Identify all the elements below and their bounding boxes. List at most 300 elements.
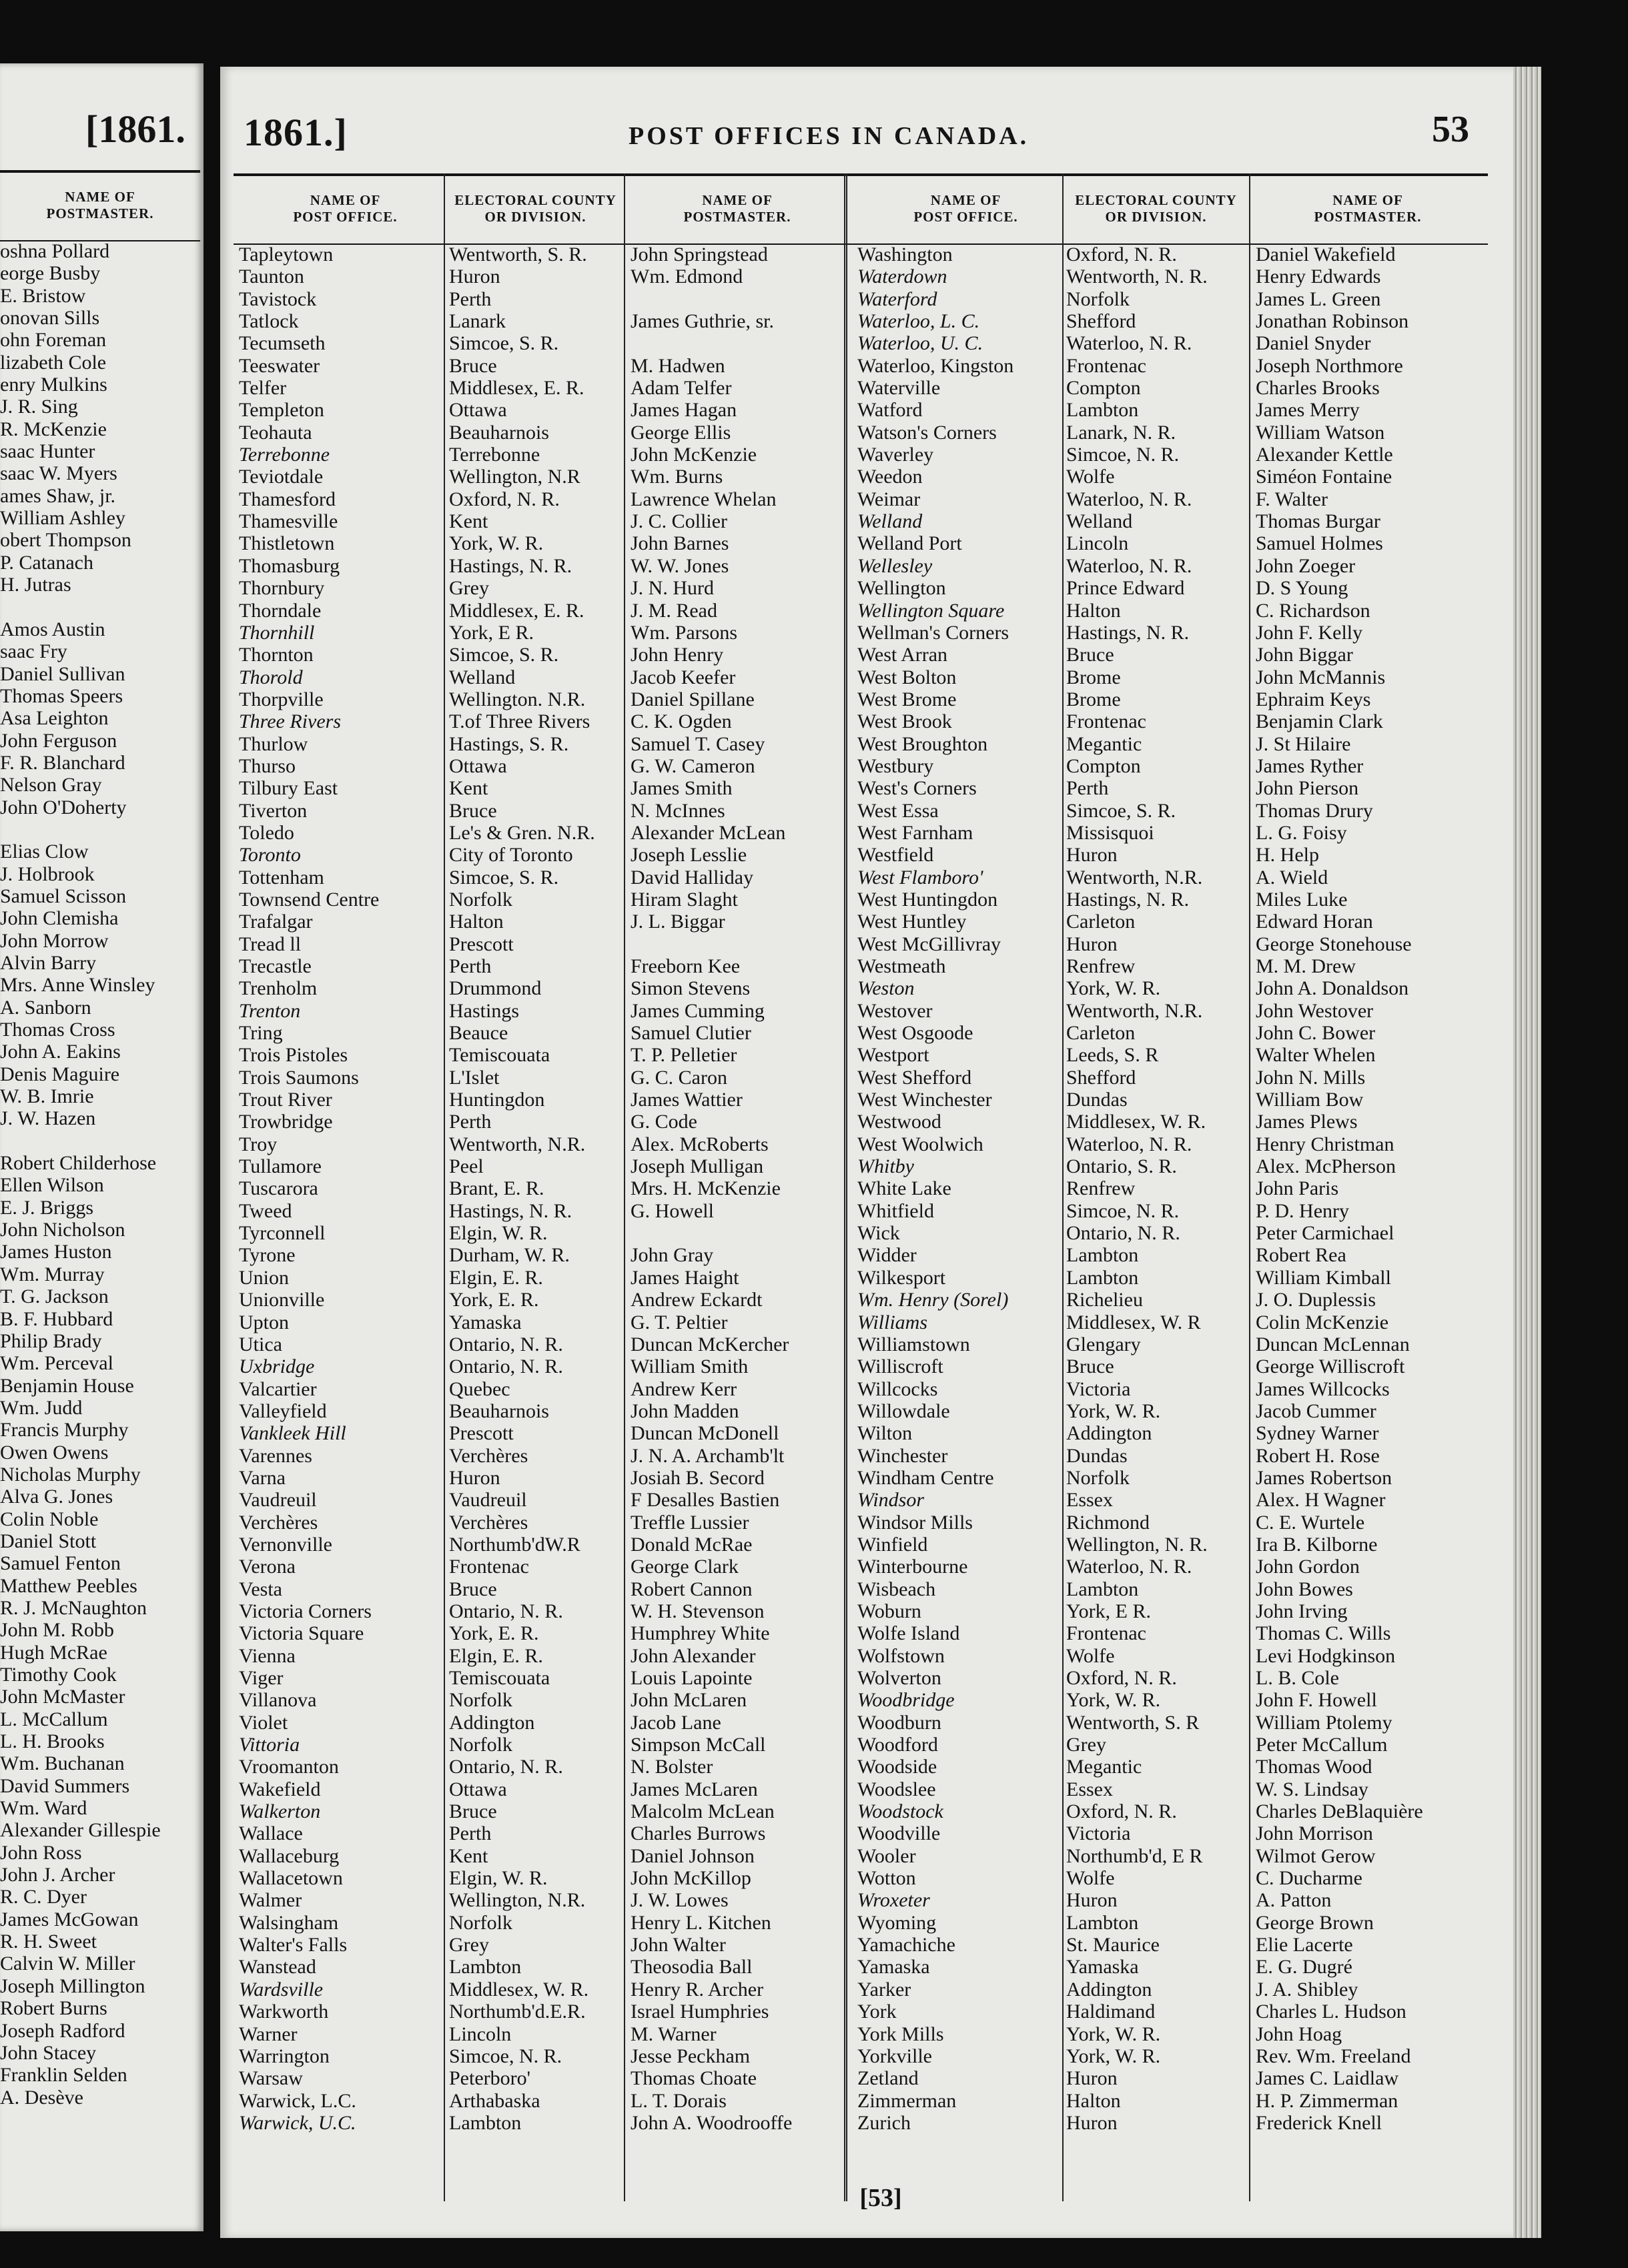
postmaster-name: James L. Green bbox=[1256, 288, 1381, 310]
postmaster-name: James Ryther bbox=[1256, 754, 1364, 777]
post-office-name: Wellington bbox=[857, 577, 946, 600]
post-office-name: Waterloo, L. C. bbox=[857, 310, 980, 333]
postmaster-name: W. S. Lindsay bbox=[1256, 1778, 1368, 1800]
electoral-county: Waterloo, N. R. bbox=[1066, 332, 1192, 355]
postmaster-name: James Guthrie, sr. bbox=[631, 310, 774, 333]
postmaster-name: obert Thompson bbox=[0, 529, 131, 552]
post-office-name: Trois Saumons bbox=[239, 1066, 359, 1089]
postmaster-name: L. H. Brooks bbox=[0, 1730, 105, 1753]
electoral-county: Verchères bbox=[449, 1444, 528, 1467]
post-office-name: West Shefford bbox=[857, 1066, 972, 1089]
post-office-name: Tread ll bbox=[239, 933, 302, 955]
electoral-county: Wentworth, N.R. bbox=[1066, 999, 1203, 1022]
electoral-county: Huron bbox=[1066, 1889, 1118, 1912]
electoral-county: Oxford, N. R. bbox=[1066, 243, 1177, 265]
electoral-county: York, E R. bbox=[449, 621, 534, 644]
post-office-name: Westfield bbox=[857, 844, 934, 867]
main-page bbox=[220, 67, 1541, 2238]
post-office-name: Thorold bbox=[239, 666, 303, 688]
postmaster-name: John C. Bower bbox=[1256, 1022, 1376, 1045]
post-office-name: Wardsville bbox=[239, 1978, 324, 2001]
post-office-name: Winterbourne bbox=[857, 1556, 968, 1578]
post-office-name: Uxbridge bbox=[239, 1355, 315, 1378]
electoral-county: Arthabaska bbox=[449, 2089, 540, 2112]
post-office-name: West Bolton bbox=[857, 666, 957, 688]
electoral-county: Beauce bbox=[449, 1022, 508, 1045]
electoral-county: Kent bbox=[449, 510, 488, 533]
electoral-county: Wellington, N.R bbox=[449, 466, 580, 488]
post-office-name: Tapleytown bbox=[239, 243, 334, 265]
electoral-county: Waterloo, N. R. bbox=[1066, 554, 1192, 577]
electoral-county: Yamaska bbox=[1066, 1956, 1139, 1978]
electoral-county: Compton bbox=[1066, 754, 1141, 777]
electoral-county: Lambton bbox=[449, 2111, 522, 2134]
electoral-county: Huron bbox=[1066, 2111, 1118, 2134]
electoral-county: Lambton bbox=[1066, 1244, 1139, 1267]
postmaster-name: John Pierson bbox=[1256, 777, 1359, 800]
postmaster-name: Joseph Lesslie bbox=[631, 844, 747, 867]
postmaster-name: Thomas Drury bbox=[1256, 799, 1373, 822]
post-office-name: Trenholm bbox=[239, 977, 318, 1000]
postmaster-name: J. L. Biggar bbox=[631, 911, 725, 933]
post-office-name: Vittoria bbox=[239, 1734, 300, 1756]
post-office-name: Windsor bbox=[857, 1489, 925, 1512]
post-office-name: Teviotdale bbox=[239, 466, 324, 488]
postmaster-name: Nelson Gray bbox=[0, 774, 102, 796]
column-rule bbox=[1249, 173, 1250, 2201]
post-office-name: Walmer bbox=[239, 1889, 302, 1912]
electoral-county: Prescott bbox=[449, 933, 514, 955]
electoral-county: Frontenac bbox=[1066, 1622, 1146, 1645]
postmaster-name: John M. Robb bbox=[0, 1619, 114, 1642]
post-office-name: Weston bbox=[857, 977, 915, 1000]
post-office-name: Waterloo, Kingston bbox=[857, 354, 1014, 377]
electoral-county: Ottawa bbox=[449, 1778, 507, 1800]
electoral-county: York, W. R. bbox=[1066, 977, 1161, 1000]
postmaster-name: C. Ducharme bbox=[1256, 1867, 1362, 1890]
electoral-county: Wentworth, N.R. bbox=[449, 1133, 586, 1155]
electoral-county: Norfolk bbox=[1066, 288, 1130, 310]
postmaster-name: oshna Pollard bbox=[0, 240, 110, 262]
post-office-name: Winchester bbox=[857, 1444, 948, 1467]
electoral-county: Elgin, W. R. bbox=[449, 1867, 548, 1890]
postmaster-name: James C. Laidlaw bbox=[1256, 2067, 1399, 2090]
electoral-county: Simcoe, S. R. bbox=[449, 866, 559, 889]
post-office-name: Wanstead bbox=[239, 1956, 316, 1978]
postmaster-name: N. McInnes bbox=[631, 799, 725, 822]
postmaster-name: N. Bolster bbox=[631, 1756, 713, 1778]
postmaster-name: L. G. Foisy bbox=[1256, 821, 1347, 844]
postmaster-name: Adam Telfer bbox=[631, 377, 732, 400]
post-office-name: Varna bbox=[239, 1466, 286, 1489]
post-office-name: West Essa bbox=[857, 799, 939, 822]
postmaster-name: Alex. H Wagner bbox=[1256, 1489, 1386, 1512]
electoral-county: Lambton bbox=[1066, 1911, 1139, 1934]
post-office-name: Wooler bbox=[857, 1844, 916, 1867]
electoral-county: Halton bbox=[449, 911, 504, 933]
postmaster-name: Levi Hodgkinson bbox=[1256, 1644, 1396, 1667]
electoral-county: Glengary bbox=[1066, 1333, 1141, 1355]
electoral-county: Huron bbox=[1066, 933, 1118, 955]
postmaster-name: Joseph Millington bbox=[0, 1974, 145, 1997]
postmaster-name: Jacob Keefer bbox=[631, 666, 736, 688]
electoral-county: Lambton bbox=[1066, 1266, 1139, 1289]
electoral-county: Northumb'd.E.R. bbox=[449, 2001, 586, 2023]
post-office-name: Westport bbox=[857, 1044, 929, 1067]
postmaster-name: John Henry bbox=[631, 644, 724, 666]
postmaster-name: William Kimball bbox=[1256, 1266, 1391, 1289]
post-office-name: Woodford bbox=[857, 1734, 938, 1756]
left-page-year: [1861. bbox=[85, 107, 185, 151]
electoral-county: Bruce bbox=[449, 1578, 497, 1600]
postmaster-name: Philip Brady bbox=[0, 1329, 102, 1352]
electoral-county: Addington bbox=[449, 1711, 535, 1734]
post-office-name: Waterville bbox=[857, 377, 941, 400]
post-office-name: West Huntley bbox=[857, 911, 967, 933]
electoral-county: Grey bbox=[449, 577, 489, 600]
post-office-name: Tatlock bbox=[239, 310, 299, 333]
post-office-name: Windham Centre bbox=[857, 1466, 994, 1489]
postmaster-name: Alex. McRoberts bbox=[631, 1133, 769, 1155]
postmaster-name: Alvin Barry bbox=[0, 952, 97, 974]
electoral-county: Bruce bbox=[1066, 1355, 1114, 1378]
post-office-name: Woodburn bbox=[857, 1711, 941, 1734]
postmaster-name: Walter Whelen bbox=[1256, 1044, 1376, 1067]
postmaster-name: John McKillop bbox=[631, 1867, 751, 1890]
electoral-county: Kent bbox=[449, 1844, 488, 1867]
post-office-name: Three Rivers bbox=[239, 710, 342, 733]
postmaster-name: Jonathan Robinson bbox=[1256, 310, 1409, 333]
postmaster-name: Samuel Fenton bbox=[0, 1552, 121, 1575]
electoral-county: York, W. R. bbox=[1066, 2045, 1161, 2067]
electoral-county: Dundas bbox=[1066, 1089, 1128, 1111]
postmaster-name: Daniel Stott bbox=[0, 1530, 97, 1552]
postmaster-name: Daniel Wakefield bbox=[1256, 243, 1396, 265]
postmaster-name: saac Fry bbox=[0, 640, 67, 663]
postmaster-name: Edward Horan bbox=[1256, 911, 1373, 933]
postmaster-name: L. McCallum bbox=[0, 1708, 108, 1730]
postmaster-name: James Merry bbox=[1256, 399, 1360, 422]
post-office-name: Welland bbox=[857, 510, 923, 533]
post-office-name: Teohauta bbox=[239, 421, 312, 444]
electoral-county: L'Islet bbox=[449, 1066, 500, 1089]
postmaster-name: M. Hadwen bbox=[631, 354, 725, 377]
electoral-county: Simcoe, S. R. bbox=[449, 644, 559, 666]
post-office-name: Vroomanton bbox=[239, 1756, 339, 1778]
post-office-name: Weimar bbox=[857, 488, 921, 510]
postmaster-name: Sydney Warner bbox=[1256, 1422, 1379, 1445]
postmaster-name: Joseph Northmore bbox=[1256, 354, 1403, 377]
post-office-name: Tyrone bbox=[239, 1244, 296, 1267]
postmaster-name: Robert Rea bbox=[1256, 1244, 1346, 1267]
electoral-county: Addington bbox=[1066, 1422, 1152, 1445]
post-office-name: Willcocks bbox=[857, 1377, 938, 1400]
electoral-county: York, W. R. bbox=[1066, 1399, 1161, 1422]
postmaster-name: John Bowes bbox=[1256, 1578, 1353, 1600]
post-office-name: West Flamboro' bbox=[857, 866, 983, 889]
post-office-name: Thamesford bbox=[239, 488, 336, 510]
postmaster-name: Wm. Parsons bbox=[631, 621, 737, 644]
postmaster-name: John Zoeger bbox=[1256, 554, 1356, 577]
post-office-name: West's Corners bbox=[857, 777, 977, 800]
electoral-county: Ontario, N. R. bbox=[449, 1333, 563, 1355]
postmaster-name bbox=[0, 1130, 193, 1152]
post-office-name: Woodside bbox=[857, 1756, 937, 1778]
post-office-name: Tweed bbox=[239, 1199, 292, 1222]
postmaster-name: A. Desève bbox=[0, 2086, 83, 2109]
postmaster-name: David Summers bbox=[0, 1774, 130, 1797]
electoral-county: Addington bbox=[1066, 1978, 1152, 2001]
post-office-name: Westover bbox=[857, 999, 933, 1022]
electoral-county: Vaudreuil bbox=[449, 1489, 527, 1512]
electoral-county: Wellington, N.R. bbox=[449, 1889, 586, 1912]
electoral-county: York, W. R. bbox=[449, 532, 544, 555]
post-office-name: Townsend Centre bbox=[239, 888, 380, 911]
post-office-name: Terrebonne bbox=[239, 444, 330, 466]
postmaster-name: J. St Hilaire bbox=[1256, 732, 1351, 755]
postmaster-name: James Haight bbox=[631, 1266, 739, 1289]
electoral-county: Brant, E. R. bbox=[449, 1177, 544, 1200]
electoral-county: Perth bbox=[449, 955, 492, 977]
post-office-name: Williams bbox=[857, 1311, 928, 1333]
postmaster-name: C. E. Wurtele bbox=[1256, 1511, 1365, 1534]
post-office-name: Victoria Corners bbox=[239, 1600, 372, 1622]
post-office-name: Thurso bbox=[239, 754, 296, 777]
post-office-name: Wallacetown bbox=[239, 1867, 343, 1890]
electoral-county: Drummond bbox=[449, 977, 542, 1000]
post-office-name: Valleyfield bbox=[239, 1399, 327, 1422]
postmaster-name: Duncan McLennan bbox=[1256, 1333, 1410, 1355]
postmaster-name: W. H. Stevenson bbox=[631, 1600, 765, 1622]
postmaster-name: John Clemisha bbox=[0, 907, 119, 930]
electoral-county: York, W. R. bbox=[1066, 1689, 1161, 1712]
electoral-county: York, E. R. bbox=[449, 1289, 539, 1311]
post-office-name: West Broughton bbox=[857, 732, 988, 755]
postmaster-name: L. B. Cole bbox=[1256, 1667, 1339, 1689]
postmaster-name: James Hagan bbox=[631, 399, 737, 422]
postmaster-name: C. K. Ogden bbox=[631, 710, 732, 733]
postmaster-name: Thomas Cross bbox=[0, 1019, 115, 1041]
electoral-county: Ontario, N. R. bbox=[449, 1756, 563, 1778]
electoral-county: Wentworth, S. R bbox=[1066, 1711, 1200, 1734]
electoral-county: Waterloo, N. R. bbox=[1066, 1133, 1192, 1155]
electoral-county: Terrebonne bbox=[449, 444, 540, 466]
electoral-county: Bruce bbox=[449, 1800, 497, 1823]
electoral-county: Oxford, N. R. bbox=[1066, 1667, 1177, 1689]
postmaster-name: J. A. Shibley bbox=[1256, 1978, 1358, 2001]
electoral-county: Victoria bbox=[1066, 1377, 1131, 1400]
postmaster-name: B. F. Hubbard bbox=[0, 1307, 113, 1330]
post-office-name: Tilbury East bbox=[239, 777, 338, 800]
post-office-name: Valcartier bbox=[239, 1377, 317, 1400]
post-office-name: Tottenham bbox=[239, 866, 324, 889]
electoral-county: Shefford bbox=[1066, 1066, 1136, 1089]
col-header-office-left: NAME OF POST OFFICE. bbox=[293, 192, 398, 225]
postmaster-name: William Ptolemy bbox=[1256, 1711, 1392, 1734]
postmaster-name: Duncan McDonell bbox=[631, 1422, 779, 1445]
electoral-county: Prescott bbox=[449, 1422, 514, 1445]
electoral-county: Middlesex, E. R. bbox=[449, 599, 584, 622]
post-office-name: Thornbury bbox=[239, 577, 325, 600]
postmaster-name: James McGowan bbox=[0, 1908, 139, 1930]
postmaster-name: John McLaren bbox=[631, 1689, 747, 1712]
electoral-county: Victoria bbox=[1066, 1822, 1131, 1845]
postmaster-name: Charles DeBlaquière bbox=[1256, 1800, 1423, 1823]
postmaster-name: Josiah B. Secord bbox=[631, 1466, 765, 1489]
electoral-county: Hastings bbox=[449, 999, 519, 1022]
post-office-name: Watford bbox=[857, 399, 923, 422]
postmaster-name: George Clark bbox=[631, 1556, 739, 1578]
post-office-name: Templeton bbox=[239, 399, 324, 422]
postmaster-name: James Huston bbox=[0, 1241, 112, 1263]
postmaster-name: J. W. Hazen bbox=[0, 1107, 96, 1130]
postmaster-name: Robert H. Rose bbox=[1256, 1444, 1380, 1467]
post-office-name: Woodstock bbox=[857, 1800, 943, 1823]
postmaster-name: John Nicholson bbox=[0, 1219, 125, 1241]
post-office-name: Zimmerman bbox=[857, 2089, 957, 2112]
postmaster-name: Charles Brooks bbox=[1256, 377, 1380, 400]
postmaster-name: Peter Carmichael bbox=[1256, 1222, 1394, 1245]
post-office-name: York bbox=[857, 2001, 897, 2023]
page-footer-number: [53] bbox=[859, 2184, 902, 2212]
postmaster-name: John N. Mills bbox=[1256, 1066, 1366, 1089]
postmaster-name: Matthew Peebles bbox=[0, 1574, 137, 1597]
postmaster-name: John A. Eakins bbox=[0, 1041, 121, 1063]
postmaster-name: Francis Murphy bbox=[0, 1419, 129, 1442]
postmaster-name: H. Jutras bbox=[0, 574, 71, 596]
postmaster-name: A. Sanborn bbox=[0, 996, 91, 1019]
post-office-name: Warsaw bbox=[239, 2067, 303, 2090]
post-office-name: Warwick, U.C. bbox=[239, 2111, 356, 2134]
electoral-county: Elgin, E. R. bbox=[449, 1644, 543, 1667]
post-office-name: Vesta bbox=[239, 1578, 282, 1600]
electoral-county: T.of Three Rivers bbox=[449, 710, 590, 733]
postmaster-name: Rev. Wm. Freeland bbox=[1256, 2045, 1411, 2067]
electoral-county: Megantic bbox=[1066, 1756, 1142, 1778]
post-office-name: Willowdale bbox=[857, 1399, 950, 1422]
electoral-county: Carleton bbox=[1066, 911, 1136, 933]
postmaster-name: Timothy Cook bbox=[0, 1664, 117, 1686]
electoral-county: Hastings, N. R. bbox=[1066, 621, 1190, 644]
electoral-county: Temiscouata bbox=[449, 1667, 550, 1689]
post-office-name: Winfield bbox=[857, 1533, 928, 1556]
post-office-name: Wallaceburg bbox=[239, 1844, 340, 1867]
electoral-county: Bruce bbox=[449, 354, 497, 377]
post-office-name: Vaudreuil bbox=[239, 1489, 317, 1512]
post-office-name: Thornton bbox=[239, 644, 314, 666]
electoral-county: Carleton bbox=[1066, 1022, 1136, 1045]
postmaster-name: Wm. Burns bbox=[631, 466, 723, 488]
electoral-county: Wentworth, N. R. bbox=[1066, 265, 1208, 288]
postmaster-name: Amos Austin bbox=[0, 618, 105, 640]
postmaster-name: A. Patton bbox=[1256, 1889, 1332, 1912]
post-office-name: West Farnham bbox=[857, 821, 973, 844]
post-office-name: Whitfield bbox=[857, 1199, 934, 1222]
postmaster-name: Denis Maguire bbox=[0, 1063, 120, 1085]
post-office-name: Villanova bbox=[239, 1689, 317, 1712]
postmaster-name: R. H. Sweet bbox=[0, 1930, 97, 1953]
postmaster-name: John A. Donaldson bbox=[1256, 977, 1409, 1000]
postmaster-name: John F. Howell bbox=[1256, 1689, 1377, 1712]
postmaster-name: Thomas Wood bbox=[1256, 1756, 1372, 1778]
post-office-name: Wellman's Corners bbox=[857, 621, 1009, 644]
electoral-county: Wentworth, N.R. bbox=[1066, 866, 1203, 889]
electoral-county: Norfolk bbox=[449, 1911, 512, 1934]
postmaster-name: Robert Childerhose bbox=[0, 1152, 157, 1175]
electoral-county: Richmond bbox=[1066, 1511, 1150, 1534]
postmaster-name: Wm. Ward bbox=[0, 1797, 87, 1820]
electoral-county: Hastings, S. R. bbox=[449, 732, 569, 755]
postmaster-name: saac W. Myers bbox=[0, 462, 117, 485]
post-office-name: Zetland bbox=[857, 2067, 919, 2090]
left-postmaster-column bbox=[0, 240, 193, 2109]
post-office-name: Viger bbox=[239, 1667, 284, 1689]
postmaster-name bbox=[631, 933, 841, 955]
electoral-county: Lambton bbox=[449, 1956, 522, 1978]
post-office-name: West Brome bbox=[857, 688, 957, 710]
page-title: POST OFFICES IN CANADA. bbox=[629, 122, 1030, 150]
postmaster-name: J. C. Collier bbox=[631, 510, 728, 533]
postmaster-name: Treffle Lussier bbox=[631, 1511, 749, 1534]
electoral-county: Huron bbox=[1066, 844, 1118, 867]
postmaster-name: Thomas Burgar bbox=[1256, 510, 1380, 533]
post-office-name: West Woolwich bbox=[857, 1133, 983, 1155]
post-office-name: West Huntingdon bbox=[857, 888, 998, 911]
post-office-name: Warrington bbox=[239, 2045, 330, 2067]
electoral-county: Lanark bbox=[449, 310, 506, 333]
electoral-county: Yamaska bbox=[449, 1311, 522, 1333]
electoral-county: Huron bbox=[449, 1466, 500, 1489]
postmaster-name: John Alexander bbox=[631, 1644, 756, 1667]
post-office-name: West Osgoode bbox=[857, 1022, 973, 1045]
electoral-county: Dundas bbox=[1066, 1444, 1128, 1467]
post-office-name: Wolfe Island bbox=[857, 1622, 960, 1645]
postmaster-name: Thomas C. Wills bbox=[1256, 1622, 1391, 1645]
postmaster-name: M. M. Drew bbox=[1256, 955, 1356, 977]
right-office-column bbox=[857, 243, 1059, 2134]
post-office-name: Warkworth bbox=[239, 2001, 329, 2023]
electoral-county: Welland bbox=[449, 666, 516, 688]
post-office-name: Tring bbox=[239, 1022, 283, 1045]
electoral-county: Northumb'd, E R bbox=[1066, 1844, 1203, 1867]
post-office-name: Wilkesport bbox=[857, 1266, 946, 1289]
postmaster-name: Frederick Knell bbox=[1256, 2111, 1382, 2134]
postmaster-name: G. Code bbox=[631, 1111, 697, 1133]
postmaster-name: Elias Clow bbox=[0, 840, 89, 863]
postmaster-name: R. C. Dyer bbox=[0, 1886, 87, 1908]
post-office-name: Violet bbox=[239, 1711, 288, 1734]
postmaster-name: J. N. A. Archamb'lt bbox=[631, 1444, 785, 1467]
post-office-name: Wotton bbox=[857, 1867, 916, 1890]
postmaster-name: Franklin Selden bbox=[0, 2064, 127, 2087]
electoral-county: Wentworth, S. R. bbox=[449, 243, 587, 265]
page-edge bbox=[1513, 67, 1541, 2238]
postmaster-name: Thomas Speers bbox=[0, 684, 123, 707]
electoral-county: Le's & Gren. N.R. bbox=[449, 821, 595, 844]
postmaster-name: Andrew Kerr bbox=[631, 1377, 737, 1400]
post-office-name: Tyrconnell bbox=[239, 1222, 326, 1245]
post-office-name: Trout River bbox=[239, 1089, 332, 1111]
postmaster-name: Henry R. Archer bbox=[631, 1978, 764, 2001]
electoral-county: Norfolk bbox=[449, 1689, 512, 1712]
post-office-name: West Arran bbox=[857, 644, 948, 666]
post-office-name: Westbury bbox=[857, 754, 934, 777]
postmaster-name: F. R. Blanchard bbox=[0, 751, 125, 774]
electoral-county: Grey bbox=[449, 1934, 489, 1956]
electoral-county: Halton bbox=[1066, 2089, 1121, 2112]
electoral-county: Simcoe, N. R. bbox=[449, 2045, 562, 2067]
post-office-name: Warwick, L.C. bbox=[239, 2089, 356, 2112]
